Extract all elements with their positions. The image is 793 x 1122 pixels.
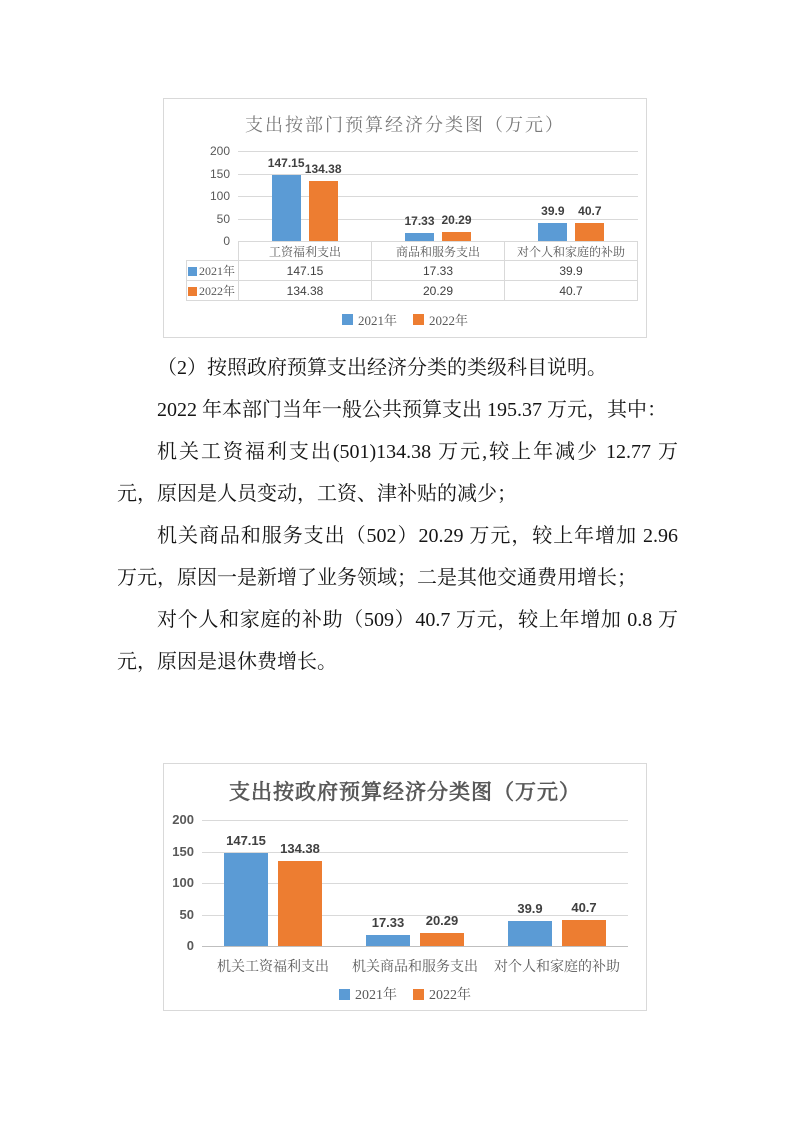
table-value-cell: 134.38 — [239, 281, 372, 301]
paragraph-goods-services: 机关商品和服务支出（502）20.29 万元，较上年增加 2.96 万元，原因一是新增了业务领域；二是其他交通费用增长； — [117, 525, 678, 589]
bar-2022年 — [278, 861, 322, 946]
chart-data-table — [186, 241, 638, 301]
table-header-row — [187, 242, 638, 261]
legend-item — [339, 984, 397, 1004]
category-label: 对个人和家庭的补助 — [494, 960, 620, 975]
legend-item — [413, 310, 468, 329]
data-label: 39.9 — [541, 204, 565, 219]
chart-legend — [164, 984, 646, 1004]
legend-label: 2021年 — [357, 313, 397, 328]
chart-data-table — [186, 241, 638, 301]
bar-2022年 — [575, 223, 604, 241]
table-row — [187, 261, 638, 281]
y-axis-tick-label: 100 — [172, 875, 194, 890]
legend-key-icon — [188, 287, 197, 296]
legend-swatch-icon — [413, 314, 424, 325]
category-axis-labels — [202, 956, 628, 976]
body-text — [117, 347, 678, 683]
table-category-header: 商品和服务支出 — [372, 242, 505, 261]
table-value-cell: 40.7 — [505, 281, 638, 301]
legend-item — [413, 984, 471, 1004]
legend-key-icon — [188, 267, 197, 276]
data-label: 40.7 — [578, 203, 602, 218]
paragraph-total-expenditure: 2022 年本部门当年一般公共预算支出 195.37 万元，其中： — [157, 399, 667, 421]
y-axis-tick-label: 50 — [179, 906, 194, 922]
gridline — [238, 151, 638, 152]
bar-2021年 — [272, 175, 301, 241]
table-row — [187, 281, 638, 301]
y-axis-tick-label: 0 — [223, 234, 230, 248]
bar-2021年 — [538, 223, 567, 241]
y-axis-tick-label: 100 — [209, 189, 230, 203]
chart-department-budget-classification — [163, 98, 647, 338]
legend-swatch-icon — [339, 989, 350, 1000]
y-axis-tick-label: 150 — [172, 843, 194, 859]
legend-swatch-icon — [342, 314, 353, 325]
chart-title: 支出按部门预算经济分类图（万元） — [245, 115, 565, 135]
plot-area — [209, 144, 638, 248]
data-label: 20.29 — [425, 913, 459, 929]
data-label: 20.29 — [441, 212, 472, 227]
chart-legend — [164, 310, 646, 329]
data-label: 17.33 — [371, 915, 405, 931]
bar-2022年 — [309, 181, 338, 241]
table-series-label: 2022年 — [187, 281, 239, 301]
paragraph-section-heading: （2）按照政府预算支出经济分类的类级科目说明。 — [157, 357, 607, 379]
bar-2022年 — [562, 920, 606, 946]
chart-government-budget-classification — [163, 763, 647, 1011]
category-label: 机关工资福利支出 — [217, 960, 329, 975]
data-label: 134.38 — [280, 841, 320, 857]
legend-label: 2021年 — [355, 988, 397, 1003]
table-value-cell: 17.33 — [372, 261, 505, 281]
chart-title: 支出按政府预算经济分类图（万元） — [229, 780, 581, 804]
table-value-cell: 20.29 — [372, 281, 505, 301]
y-axis-tick-label: 150 — [209, 166, 230, 181]
y-axis-tick-label: 0 — [186, 938, 194, 953]
bar-2022年 — [442, 232, 471, 241]
y-axis-tick-label: 50 — [216, 211, 230, 226]
data-label: 147.15 — [267, 155, 305, 170]
bar-2022年 — [420, 933, 464, 946]
category-label: 机关商品和服务支出 — [352, 960, 478, 975]
bar-2021年 — [405, 233, 434, 241]
data-label: 17.33 — [404, 214, 435, 229]
legend-label: 2022年 — [429, 313, 469, 328]
data-label: 147.15 — [226, 833, 266, 849]
plot-area — [172, 812, 628, 953]
table-value-cell: 39.9 — [505, 261, 638, 281]
table-category-header: 对个人和家庭的补助 — [505, 242, 638, 261]
bar-2021年 — [366, 935, 410, 946]
bar-2021年 — [508, 921, 552, 946]
legend-item — [342, 310, 397, 329]
legend-label: 2022年 — [429, 988, 471, 1003]
data-label: 134.38 — [304, 161, 342, 176]
table-value-cell: 147.15 — [239, 261, 372, 281]
paragraph-individual-family-subsidy: 对个人和家庭的补助（509）40.7 万元，较上年增加 0.8 万元，原因是退休费增长。 — [117, 609, 678, 673]
y-axis-tick-label: 200 — [172, 812, 194, 827]
table-series-label: 2021年 — [187, 261, 239, 281]
paragraph-wage-welfare: 机关工资福利支出(501)134.38 万元,较上年减少 12.77 万元，原因是人员变动，工资、津补贴的减少； — [117, 441, 678, 505]
y-axis-tick-label: 200 — [209, 144, 230, 158]
gridline — [202, 820, 628, 821]
legend-swatch-icon — [413, 989, 424, 1000]
data-label: 40.7 — [571, 900, 597, 916]
data-label: 39.9 — [517, 900, 543, 916]
table-corner-cell — [187, 242, 239, 261]
bar-2021年 — [224, 853, 268, 946]
table-category-header: 工资福利支出 — [239, 242, 372, 261]
